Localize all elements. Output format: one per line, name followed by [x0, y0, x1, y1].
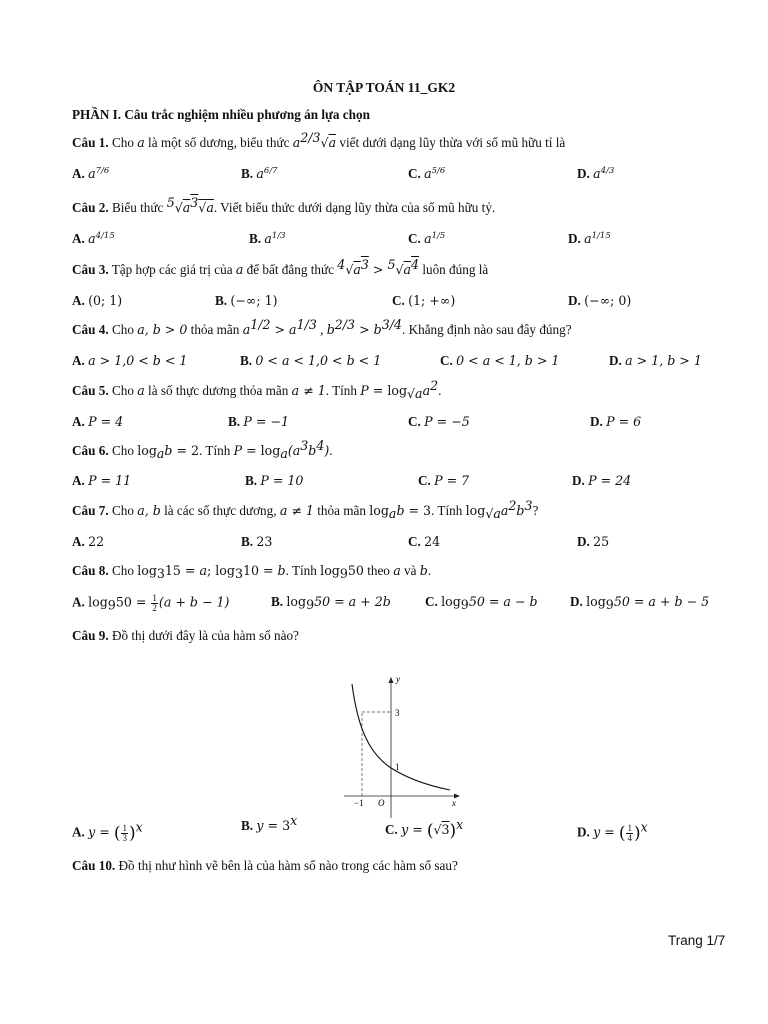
- q4-option-c[interactable]: C. 0 < a < 1, b > 1: [440, 353, 560, 368]
- q7-option-d[interactable]: D. 25: [577, 534, 610, 549]
- q7-option-c[interactable]: C. 24: [408, 534, 441, 549]
- graph-y-arrow: [389, 677, 394, 683]
- graph-curve: [352, 684, 450, 790]
- graph-tick-1: 1: [395, 762, 400, 772]
- q4-option-b[interactable]: B. 0 < a < 1,0 < b < 1: [240, 353, 382, 368]
- graph-origin-label: O: [378, 798, 385, 808]
- q5-option-c[interactable]: C. P = −5: [408, 414, 470, 429]
- q5-option-a[interactable]: A. P = 4: [72, 414, 124, 429]
- question-3: Câu 3. Tập hợp các giá trị của a để bất đẳng thức $^4√a^3 > ^5√a^4$ luôn đúng là: [72, 257, 489, 277]
- section-heading: PHẦN I. Câu trắc nghiệm nhiều phương án lựa chọn: [72, 107, 370, 122]
- page-title: ÔN TẬP TOÁN 11_GK2: [312, 80, 456, 95]
- question-5: Câu 5. Cho a là số thực dương thỏa mãn a ≠ 1. Tính $P = \log_{√a}a^2$.: [72, 378, 442, 401]
- q3-option-a[interactable]: A. (0; 1): [72, 293, 123, 308]
- q6-option-d[interactable]: D. P = 24: [572, 473, 632, 488]
- q8-option-d[interactable]: D. $\log_950 = a + b - 5$: [570, 594, 710, 612]
- graph-tick-3: 3: [395, 708, 400, 718]
- question-4: Câu 4. Cho a, b > 0 thỏa mãn $a^{1/2} > a^{1/3}$ , $b^{2/3} > b^{3/4}$. Khẳng định nào sau đây đúng?: [72, 317, 572, 337]
- q3-option-c[interactable]: C. (1; +∞): [392, 293, 456, 308]
- question-1: Câu 1. Cho a là một số dương, biểu thức $a^{2/3}√a$ viết dưới dạng lũy thừa với số mũ hữu tỉ là: [72, 130, 566, 150]
- q9-option-b[interactable]: B. $y = 3^x$: [241, 813, 298, 833]
- q9-option-d[interactable]: D. y = ( $\frac{1}{4}$ )$^x$: [577, 819, 648, 844]
- q8-option-a[interactable]: A. $\log_950$ = $\frac{1}{2}$ (a + b − 1): [72, 593, 230, 613]
- question-8: Câu 8. Cho $\log_315 = a$; $\log_310 = b$. Tính $\log_950$ theo a và b.: [72, 563, 432, 581]
- q9-function-graph: [340, 670, 470, 820]
- q1-option-d[interactable]: D. $a^{4/3}$: [577, 166, 615, 181]
- q4-option-d[interactable]: D. a > 1, b > 1: [609, 353, 702, 368]
- question-7: Câu 7. Cho a, b là các số thực dương, a ≠ 1 thỏa mãn $\log_ab = 3$. Tính $\log_{√a}a^2b^3$?: [72, 498, 539, 521]
- q2-option-a[interactable]: A. $a^{4/15}$: [72, 231, 115, 246]
- q9-option-a[interactable]: A. y = ( $\frac{1}{3}$ )$^x$: [72, 819, 143, 844]
- q5-option-b[interactable]: B. P = −1: [228, 414, 289, 429]
- graph-x-label: x: [452, 798, 456, 808]
- question-10: Câu 10. Đồ thị như hình vẽ bên là của hàm số nào trong các hàm số sau?: [72, 858, 458, 873]
- q1-option-c[interactable]: C. $a^{5/6}$: [408, 166, 446, 181]
- page-number: Trang 1/7: [668, 933, 726, 948]
- q3-option-d[interactable]: D. (−∞; 0): [568, 293, 632, 308]
- q5-option-d[interactable]: D. P = 6: [590, 414, 642, 429]
- q6-option-a[interactable]: A. P = 11: [72, 473, 132, 488]
- q2-option-b[interactable]: B. $a^{1/3}$: [249, 231, 286, 246]
- q6-option-c[interactable]: C. P = 7: [418, 473, 470, 488]
- q2-option-c[interactable]: C. $a^{1/5}$: [408, 231, 446, 246]
- q8-option-c[interactable]: C. $\log_950 = a - b$: [425, 594, 538, 612]
- q4-option-a[interactable]: A. a > 1,0 < b < 1: [72, 353, 188, 368]
- q7-option-b[interactable]: B. 23: [241, 534, 273, 549]
- q6-option-b[interactable]: B. P = 10: [245, 473, 304, 488]
- q2-option-d[interactable]: D. $a^{1/15}$: [568, 231, 611, 246]
- graph-tick-minus1: −1: [354, 798, 364, 808]
- question-2: Câu 2. Biểu thức $^5√a^3√a$. Viết biểu thức dưới dạng lũy thừa của số mũ hữu tỷ.: [72, 195, 496, 215]
- question-6: Câu 6. Cho $\log_ab = 2$. Tính $P = \log_a(a^3b^4)$.: [72, 438, 333, 461]
- question-9: Câu 9. Đồ thị dưới đây là của hàm số nào?: [72, 628, 299, 643]
- q8-option-b[interactable]: B. $\log_950 = a + 2b$: [271, 594, 391, 612]
- q1-option-b[interactable]: B. $a^{6/7}$: [241, 166, 278, 181]
- graph-y-label: y: [396, 674, 400, 684]
- q9-option-c[interactable]: C. $y = (√3)^x$: [385, 817, 464, 841]
- q3-option-b[interactable]: B. (−∞; 1): [215, 293, 278, 308]
- q7-option-a[interactable]: A. 22: [72, 534, 105, 549]
- q1-option-a[interactable]: A. $a^{7/6}$: [72, 166, 110, 181]
